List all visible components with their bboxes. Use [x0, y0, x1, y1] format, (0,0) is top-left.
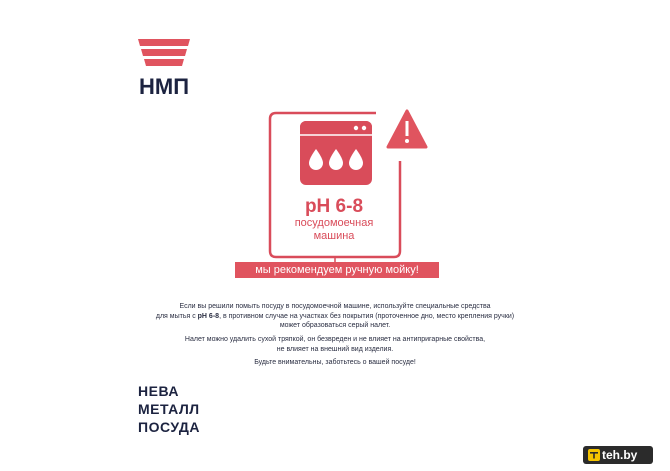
- paragraph-line: Если вы решили помыть посуду в посудомоечной машине, используйте специальные средства: [179, 303, 491, 310]
- paragraph-text: , в противном случае на участках без покрытия (проточенное дно, место крепления ручки): [219, 312, 515, 320]
- dishwasher-icon: [300, 121, 372, 185]
- paragraph-careful: [150, 358, 520, 368]
- paragraph-text: для мытья с: [155, 312, 198, 320]
- teh-logo-icon: [588, 449, 600, 461]
- paragraph-residue: [150, 335, 520, 354]
- paragraph-line: [150, 312, 520, 322]
- paragraph-line: Налет можно удалить сухой тряпкой, он безвреден и не влияет на антипригарные свойства,: [184, 336, 486, 343]
- paragraph-instructions: [150, 302, 520, 331]
- paragraph-line: Будьте внимательны, заботьтесь о вашей посуде!: [254, 359, 416, 366]
- watermark-text: teh.by: [602, 448, 638, 462]
- ph-value: pH 6-8: [304, 196, 364, 217]
- brand-line-1: НЕВА: [138, 383, 179, 399]
- logo-stripes-icon: [138, 39, 190, 75]
- warning-icon: [388, 111, 426, 147]
- logo-text: НМП: [139, 74, 190, 99]
- paragraph-line: не влияет на внешний вид изделия.: [276, 345, 394, 353]
- brand-line-3: ПОСУДА: [138, 419, 200, 435]
- brand-line-2: МЕТАЛЛ: [138, 401, 200, 417]
- recommendation-banner: мы рекомендуем ручную мойку!: [235, 262, 439, 278]
- paragraph-line: может образоваться серый налет.: [279, 322, 391, 329]
- machine-label-line1: посудомоечная: [294, 217, 374, 229]
- ph-highlight: pH 6-8: [197, 312, 220, 320]
- machine-label-line2: машина: [313, 230, 355, 242]
- machine-label: [272, 217, 396, 243]
